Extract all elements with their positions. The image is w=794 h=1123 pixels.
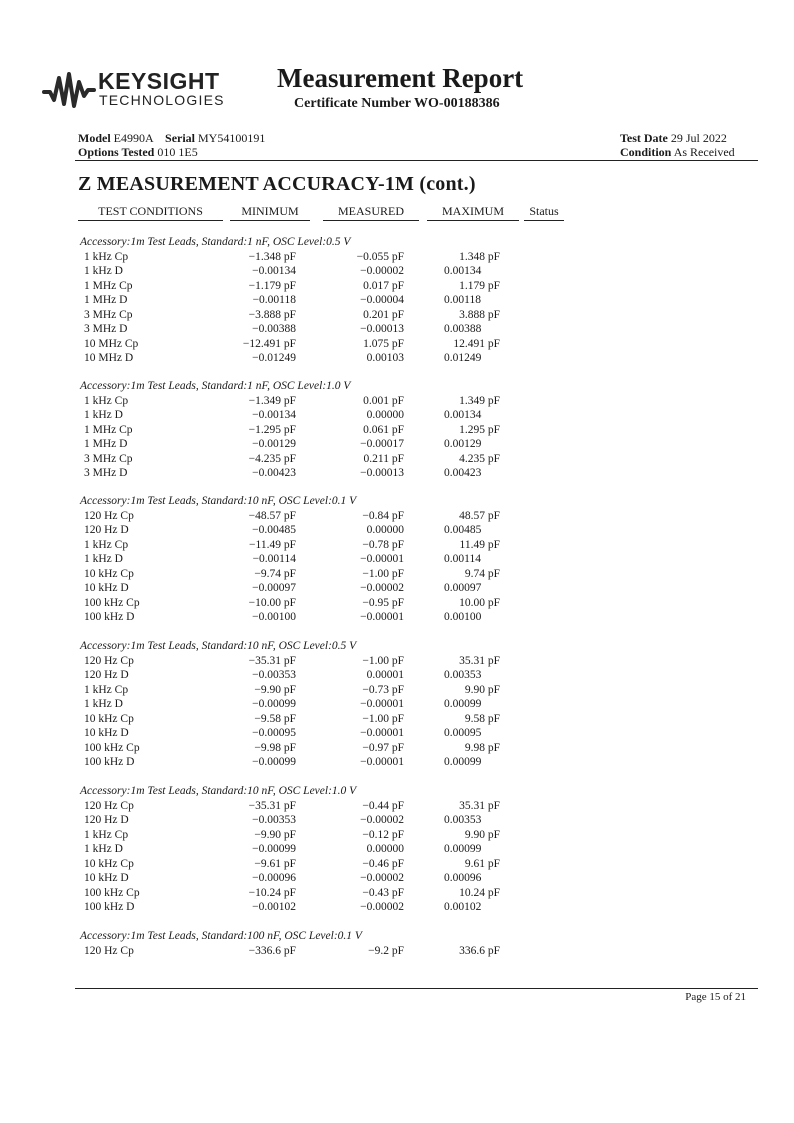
- minimum-value: −0.00353: [252, 814, 296, 826]
- report-title: Measurement Report: [277, 63, 524, 93]
- minimum-value: −0.00100: [252, 611, 296, 623]
- table-row: [0, 552, 794, 566]
- serial-value: MY54100191: [198, 131, 266, 145]
- page-number: Page 15 of 21: [685, 991, 746, 1003]
- test-date-value: 29 Jul 2022: [670, 131, 727, 145]
- test-condition: 100 kHz D: [84, 756, 135, 768]
- table-row: [0, 828, 794, 842]
- maximum-value: 0.00100: [444, 611, 482, 623]
- test-condition: 10 kHz D: [84, 582, 129, 594]
- maximum-value: 0.00423: [444, 467, 482, 479]
- test-condition: 120 Hz Cp: [84, 944, 134, 957]
- measured-value: 0.00000: [366, 409, 404, 421]
- test-condition: 100 kHz D: [84, 611, 135, 623]
- minimum-value: −4.235 pF: [248, 452, 296, 465]
- test-condition: 120 Hz Cp: [84, 654, 134, 667]
- maximum-value: 0.00353: [444, 814, 482, 826]
- table-row: [0, 683, 794, 697]
- minimum-value: −9.61 pF: [254, 857, 296, 870]
- maximum-value: 48.57 pF: [459, 509, 500, 522]
- minimum-value: −35.31 pF: [248, 799, 296, 812]
- certificate-label: Certificate Number: [294, 96, 411, 111]
- maximum-value: 0.00118: [444, 294, 481, 306]
- table-row: [0, 466, 794, 480]
- test-condition: 1 kHz Cp: [84, 538, 129, 551]
- measured-value: −1.00 pF: [362, 567, 404, 580]
- test-condition: 3 MHz Cp: [84, 308, 133, 321]
- minimum-value: −1.349 pF: [248, 394, 296, 407]
- table-row: [0, 279, 794, 293]
- minimum-value: −10.00 pF: [248, 596, 296, 609]
- table-row: [0, 293, 794, 307]
- test-condition: 1 kHz D: [84, 698, 123, 710]
- test-condition: 1 MHz Cp: [84, 279, 133, 292]
- measured-value: 0.061 pF: [363, 423, 404, 436]
- measured-value: 0.00103: [366, 352, 404, 364]
- test-condition: 1 kHz D: [84, 265, 123, 277]
- table-row: [0, 886, 794, 900]
- test-condition: 120 Hz D: [84, 814, 129, 826]
- table-row: [0, 857, 794, 871]
- maximum-value: 0.00099: [444, 843, 482, 855]
- table-row: [0, 264, 794, 278]
- measured-value: −1.00 pF: [362, 712, 404, 725]
- test-condition: 100 kHz Cp: [84, 741, 140, 754]
- model-label: Model: [78, 131, 111, 145]
- table-row: [0, 755, 794, 769]
- table-row: [0, 523, 794, 537]
- serial-label: Serial: [165, 131, 196, 145]
- maximum-value: 35.31 pF: [459, 799, 500, 812]
- measured-value: 1.075 pF: [363, 337, 404, 350]
- table-row: [0, 900, 794, 914]
- minimum-value: −0.00388: [252, 323, 296, 335]
- maximum-value: 0.00485: [444, 524, 482, 536]
- test-condition: 1 MHz D: [84, 294, 128, 306]
- maximum-value: 0.00134: [444, 265, 482, 277]
- group-header: Accessory:1m Test Leads, Standard:10 nF, OSC Level:1.0 V: [80, 785, 357, 797]
- minimum-value: −0.00095: [252, 727, 296, 739]
- test-condition: 3 MHz D: [84, 467, 128, 479]
- minimum-value: −0.00096: [252, 872, 296, 884]
- group-header: Accessory:1m Test Leads, Standard:10 nF, OSC Level:0.5 V: [80, 640, 357, 652]
- measured-value: −1.00 pF: [362, 654, 404, 667]
- test-condition: 120 Hz Cp: [84, 799, 134, 812]
- minimum-value: −1.295 pF: [248, 423, 296, 436]
- measured-value: −0.00013: [360, 467, 404, 479]
- minimum-value: −12.491 pF: [242, 337, 296, 350]
- table-row: [0, 654, 794, 668]
- measured-value: −0.00001: [360, 727, 404, 739]
- measured-value: −0.00002: [360, 872, 404, 884]
- measured-value: −0.00001: [360, 553, 404, 565]
- minimum-value: −0.00114: [252, 553, 296, 565]
- table-row: [0, 581, 794, 595]
- measured-value: −0.43 pF: [362, 886, 404, 899]
- measured-value: −0.97 pF: [362, 741, 404, 754]
- minimum-value: −3.888 pF: [248, 308, 296, 321]
- table-row: [0, 813, 794, 827]
- maximum-value: 4.235 pF: [459, 452, 500, 465]
- maximum-value: 0.00388: [444, 323, 482, 335]
- minimum-value: −0.00097: [252, 582, 296, 594]
- maximum-value: 9.58 pF: [464, 712, 500, 725]
- measured-value: −0.00017: [360, 438, 404, 450]
- minimum-value: −0.00129: [252, 438, 296, 450]
- test-condition: 100 kHz Cp: [84, 886, 140, 899]
- test-condition: 10 kHz D: [84, 727, 129, 739]
- group-header: Accessory:1m Test Leads, Standard:10 nF, OSC Level:0.1 V: [80, 495, 357, 507]
- minimum-value: −0.00353: [252, 669, 296, 681]
- group-header: Accessory:1m Test Leads, Standard:1 nF, OSC Level:1.0 V: [80, 380, 351, 392]
- measured-value: −0.055 pF: [356, 250, 404, 263]
- test-condition: 1 MHz Cp: [84, 423, 133, 436]
- group-header: Accessory:1m Test Leads, Standard:1 nF, OSC Level:0.5 V: [80, 236, 351, 248]
- minimum-value: −9.58 pF: [254, 712, 296, 725]
- measured-value: 0.00000: [366, 843, 404, 855]
- footer-rule: [75, 988, 758, 989]
- column-header-conditions: TEST CONDITIONS: [78, 204, 223, 221]
- minimum-value: −0.00485: [252, 524, 296, 536]
- minimum-value: −9.74 pF: [254, 567, 296, 580]
- table-row: [0, 596, 794, 610]
- measured-value: −0.84 pF: [362, 509, 404, 522]
- brand-sub: TECHNOLOGIES: [99, 92, 225, 108]
- options-value: 010 1E5: [157, 145, 198, 159]
- maximum-value: 1.179 pF: [459, 279, 500, 292]
- maximum-value: 0.00097: [444, 582, 482, 594]
- measured-value: −0.00002: [360, 814, 404, 826]
- minimum-value: −9.90 pF: [254, 828, 296, 841]
- test-condition: 3 MHz D: [84, 323, 128, 335]
- minimum-value: −0.00118: [252, 294, 296, 306]
- table-row: [0, 437, 794, 451]
- minimum-value: −336.6 pF: [248, 944, 296, 957]
- group-header: Accessory:1m Test Leads, Standard:100 nF, OSC Level:0.1 V: [80, 930, 362, 942]
- test-condition: 1 kHz D: [84, 553, 123, 565]
- maximum-value: 10.24 pF: [459, 886, 500, 899]
- minimum-value: −0.00102: [252, 901, 296, 913]
- minimum-value: −1.179 pF: [248, 279, 296, 292]
- measured-value: −0.00002: [360, 582, 404, 594]
- maximum-value: 9.98 pF: [464, 741, 500, 754]
- condition-value: As Received: [673, 145, 735, 159]
- maximum-value: 336.6 pF: [459, 944, 500, 957]
- test-condition: 120 Hz D: [84, 524, 129, 536]
- test-condition: 1 kHz D: [84, 409, 123, 421]
- minimum-value: −9.90 pF: [254, 683, 296, 696]
- measured-value: 0.201 pF: [363, 308, 404, 321]
- measured-value: 0.211 pF: [363, 452, 404, 465]
- minimum-value: −0.00423: [252, 467, 296, 479]
- maximum-value: 0.00099: [444, 698, 482, 710]
- table-row: [0, 351, 794, 365]
- test-condition: 10 kHz D: [84, 872, 129, 884]
- table-row: [0, 726, 794, 740]
- test-condition: 10 MHz Cp: [84, 337, 139, 350]
- maximum-value: 1.348 pF: [459, 250, 500, 263]
- table-row: [0, 308, 794, 322]
- maximum-value: 1.349 pF: [459, 394, 500, 407]
- model-value: E4990A: [113, 131, 154, 145]
- maximum-value: 1.295 pF: [459, 423, 500, 436]
- table-row: [0, 509, 794, 523]
- measured-value: −0.00001: [360, 611, 404, 623]
- test-condition: 10 MHz D: [84, 352, 134, 364]
- condition-label: Condition: [620, 145, 672, 159]
- test-condition: 1 kHz Cp: [84, 250, 129, 263]
- maximum-value: 3.888 pF: [459, 308, 500, 321]
- measured-value: −0.00013: [360, 323, 404, 335]
- test-condition: 3 MHz Cp: [84, 452, 133, 465]
- maximum-value: 0.00095: [444, 727, 482, 739]
- table-row: [0, 538, 794, 552]
- test-condition: 10 kHz Cp: [84, 712, 134, 725]
- minimum-value: −11.49 pF: [249, 538, 296, 551]
- maximum-value: 0.01249: [444, 352, 482, 364]
- maximum-value: 0.00129: [444, 438, 482, 450]
- table-row: [0, 712, 794, 726]
- section-title: Z MEASUREMENT ACCURACY-1M (cont.): [78, 173, 476, 195]
- table-row: [0, 423, 794, 437]
- measured-value: 0.001 pF: [363, 394, 404, 407]
- header-rule: [75, 160, 758, 161]
- table-row: [0, 337, 794, 351]
- measured-value: −0.12 pF: [362, 828, 404, 841]
- test-condition: 1 kHz Cp: [84, 394, 129, 407]
- column-header-measured: MEASURED: [323, 204, 419, 221]
- table-row: [0, 842, 794, 856]
- maximum-value: 0.00102: [444, 901, 482, 913]
- measured-value: −0.95 pF: [362, 596, 404, 609]
- brand-name: KEYSIGHT: [98, 68, 220, 94]
- meta-right: [620, 131, 735, 159]
- test-condition: 1 kHz D: [84, 843, 123, 855]
- test-date-label: Test Date: [620, 131, 668, 145]
- maximum-value: 0.00096: [444, 872, 482, 884]
- table-row: [0, 250, 794, 264]
- table-row: [0, 871, 794, 885]
- maximum-value: 9.90 pF: [464, 828, 500, 841]
- measured-value: −0.00001: [360, 698, 404, 710]
- measured-value: 0.00000: [366, 524, 404, 536]
- maximum-value: 9.61 pF: [464, 857, 500, 870]
- minimum-value: −0.00099: [252, 698, 296, 710]
- measured-value: −0.00002: [360, 901, 404, 913]
- table-row: [0, 944, 794, 958]
- minimum-value: −0.00134: [252, 409, 296, 421]
- maximum-value: 12.491 pF: [453, 337, 500, 350]
- minimum-value: −0.01249: [252, 352, 296, 364]
- table-row: [0, 799, 794, 813]
- meta-left: [78, 131, 265, 159]
- table-row: [0, 567, 794, 581]
- table-row: [0, 741, 794, 755]
- options-label: Options Tested: [78, 145, 155, 159]
- table-row: [0, 610, 794, 624]
- test-condition: 120 Hz D: [84, 669, 129, 681]
- maximum-value: 0.00353: [444, 669, 482, 681]
- test-condition: 100 kHz D: [84, 901, 135, 913]
- test-condition: 1 MHz D: [84, 438, 128, 450]
- column-header-maximum: MAXIMUM: [427, 204, 519, 221]
- measured-value: 0.017 pF: [363, 279, 404, 292]
- keysight-wave-icon: [42, 70, 96, 110]
- measured-value: −0.00001: [360, 756, 404, 768]
- minimum-value: −35.31 pF: [248, 654, 296, 667]
- maximum-value: 9.74 pF: [464, 567, 500, 580]
- test-condition: 10 kHz Cp: [84, 567, 134, 580]
- maximum-value: 0.00099: [444, 756, 482, 768]
- maximum-value: 10.00 pF: [459, 596, 500, 609]
- keysight-logo: [42, 68, 225, 112]
- minimum-value: −9.98 pF: [254, 741, 296, 754]
- table-row: [0, 394, 794, 408]
- minimum-value: −0.00099: [252, 843, 296, 855]
- measured-value: 0.00001: [366, 669, 404, 681]
- minimum-value: −0.00099: [252, 756, 296, 768]
- column-header-status: Status: [524, 204, 564, 221]
- certificate-line: [294, 96, 500, 112]
- maximum-value: 0.00134: [444, 409, 482, 421]
- measured-value: −0.44 pF: [362, 799, 404, 812]
- table-row: [0, 452, 794, 466]
- measured-value: −0.00004: [360, 294, 404, 306]
- table-row: [0, 668, 794, 682]
- test-condition: 1 kHz Cp: [84, 828, 129, 841]
- measured-value: −0.00002: [360, 265, 404, 277]
- maximum-value: 0.00114: [444, 553, 481, 565]
- measured-value: −9.2 pF: [368, 944, 404, 957]
- minimum-value: −0.00134: [252, 265, 296, 277]
- test-condition: 100 kHz Cp: [84, 596, 140, 609]
- table-row: [0, 322, 794, 336]
- certificate-number: WO-00188386: [414, 96, 500, 111]
- test-condition: 120 Hz Cp: [84, 509, 134, 522]
- minimum-value: −48.57 pF: [248, 509, 296, 522]
- test-condition: 1 kHz Cp: [84, 683, 129, 696]
- test-condition: 10 kHz Cp: [84, 857, 134, 870]
- table-row: [0, 408, 794, 422]
- minimum-value: −10.24 pF: [248, 886, 296, 899]
- column-header-minimum: MINIMUM: [230, 204, 310, 221]
- minimum-value: −1.348 pF: [248, 250, 296, 263]
- measured-value: −0.73 pF: [362, 683, 404, 696]
- maximum-value: 11.49 pF: [459, 538, 500, 551]
- maximum-value: 35.31 pF: [459, 654, 500, 667]
- measured-value: −0.78 pF: [362, 538, 404, 551]
- measured-value: −0.46 pF: [362, 857, 404, 870]
- maximum-value: 9.90 pF: [464, 683, 500, 696]
- table-row: [0, 697, 794, 711]
